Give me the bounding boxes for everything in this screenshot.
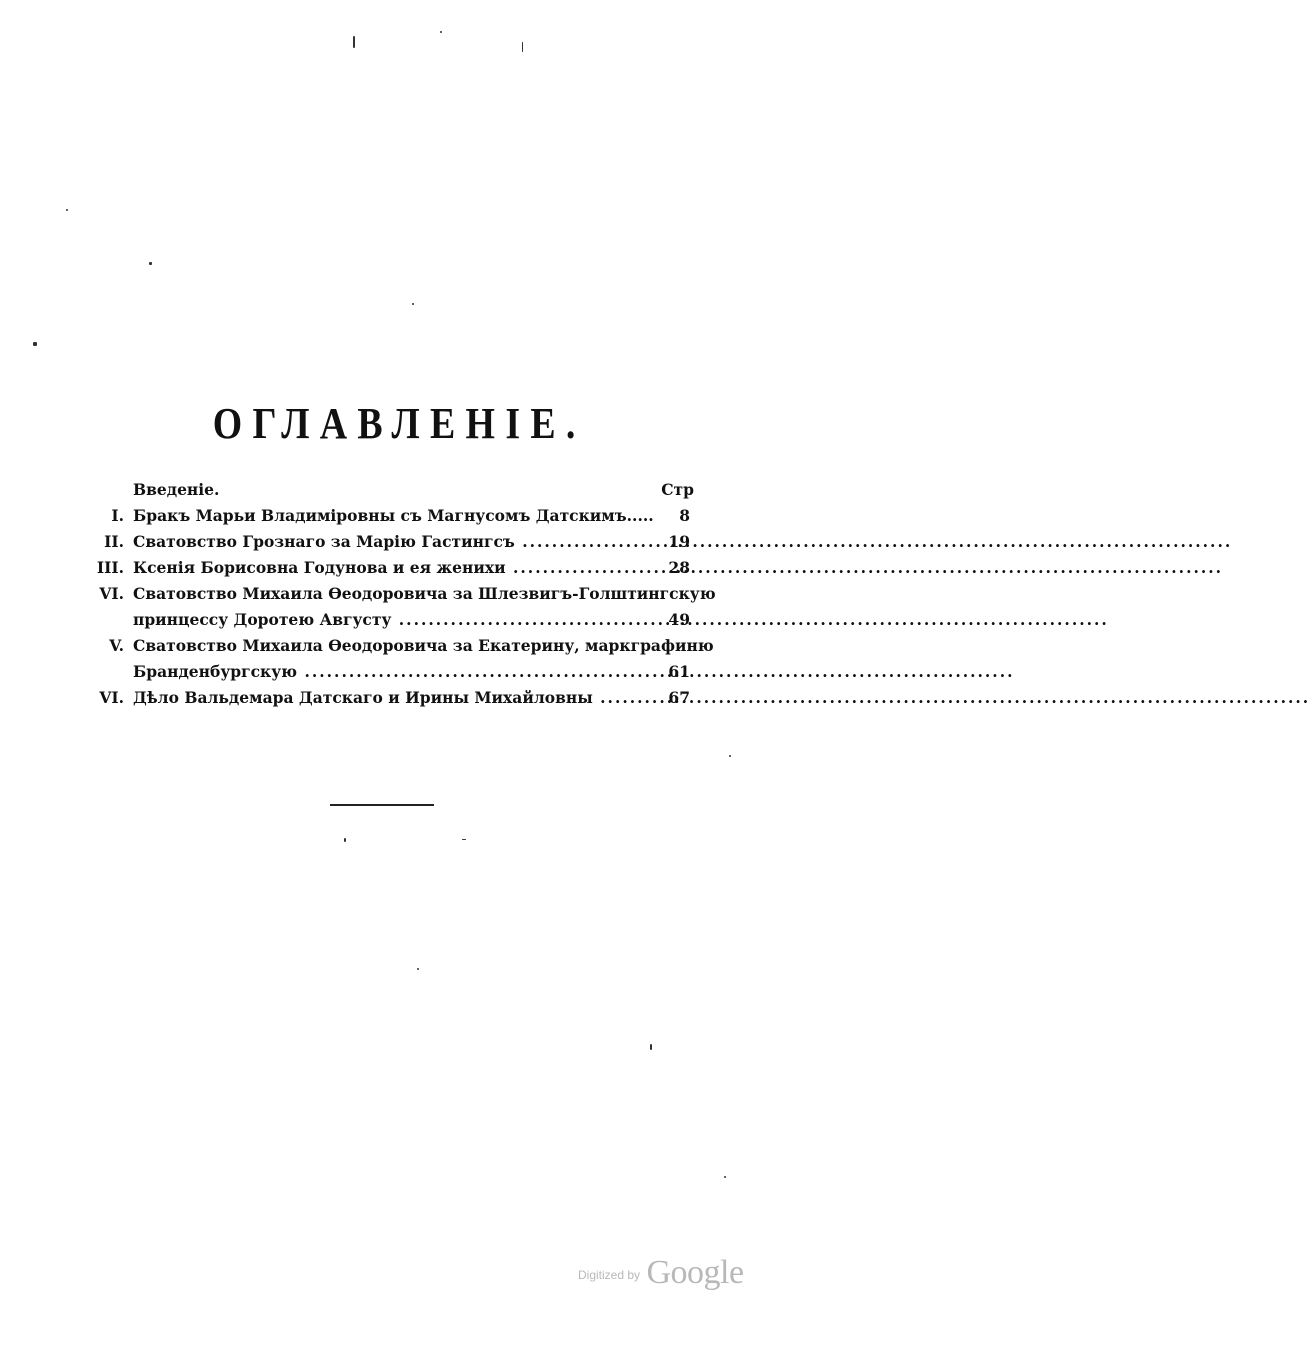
digitized-by-google-watermark (578, 1254, 744, 1292)
toc-entry (96, 633, 714, 659)
scan-speck (412, 303, 414, 305)
entry-page: 49 (668, 610, 690, 629)
entry-number: VI. (99, 688, 124, 707)
google-logo-text: Google (646, 1254, 744, 1291)
entry-number: III. (96, 558, 124, 577)
entry-title: Сватовство Михаила Ѳеодоровича за Екатерину, маркграфиню (133, 636, 714, 655)
scan-speck (149, 262, 152, 265)
entry-page: 67 (668, 688, 690, 707)
page-column-header: Стр (661, 480, 694, 499)
entry-number: VI. (99, 584, 124, 603)
entry-number: II. (104, 532, 124, 551)
toc-entry (96, 529, 690, 555)
page-title: ОГЛАВЛЕНІЕ. (212, 399, 586, 448)
scan-speck (440, 31, 442, 33)
watermark-prefix: Digitized by (578, 1268, 641, 1282)
entry-page: 8 (679, 506, 690, 525)
scan-speck (462, 839, 466, 840)
entry-title: Сватовство Грознаго за Марію Гастингсъ ..... (133, 529, 646, 555)
entry-title: Ксенія Борисовна Годунова и ея женихи ..... (133, 555, 646, 581)
scan-speck (729, 755, 731, 757)
scan-speck (417, 968, 419, 970)
entry-page: 19 (668, 532, 690, 551)
scan-speck (724, 1176, 726, 1178)
introduction-label: Введеніе. (133, 480, 220, 499)
scan-speck (353, 36, 355, 48)
scan-speck (522, 42, 523, 52)
toc-entry (96, 581, 716, 607)
toc-entry-continuation (96, 659, 690, 685)
toc-entry (96, 503, 690, 529)
entry-title: Бракъ Марьи Владиміровны съ Магнусомъ Датскимъ..... (133, 506, 654, 525)
scan-speck (344, 838, 346, 842)
entry-number: V. (109, 636, 124, 655)
entry-title: Сватовство Михаила Ѳеодоровича за Шлезвигъ-Голштингскую (133, 584, 716, 603)
entry-title-continuation: принцессу Доротею Августу ..... (133, 607, 646, 633)
toc-header-row (96, 477, 694, 503)
entry-title: Дѣло Вальдемара Датскаго и Ирины Михайловны ..... (133, 685, 646, 711)
scan-speck (33, 342, 37, 346)
scan-speck (650, 1044, 652, 1050)
entry-page: 61 (668, 662, 690, 681)
entry-title-continuation: Бранденбургскую ..... (133, 659, 646, 685)
toc-entry (96, 555, 690, 581)
table-of-contents (96, 477, 716, 711)
scan-speck (66, 209, 68, 211)
toc-entry (96, 685, 690, 711)
entry-page: 28 (668, 558, 690, 577)
toc-entry-continuation (96, 607, 690, 633)
entry-number: I. (111, 506, 124, 525)
divider-rule (330, 804, 434, 806)
